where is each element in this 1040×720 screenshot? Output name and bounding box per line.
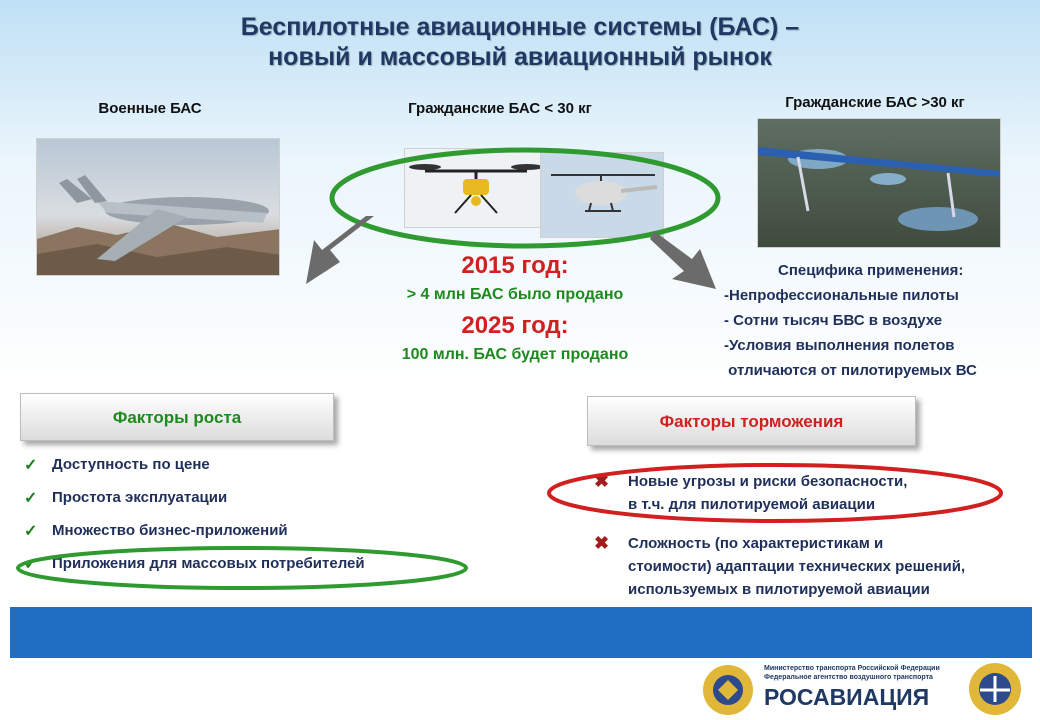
solar-drone-photo — [757, 118, 1001, 248]
list-item — [24, 481, 444, 514]
military-drone-photo — [36, 138, 280, 276]
growth-item-label: Множество бизнес-приложений — [52, 522, 288, 539]
brake-factors-header: Факторы торможения — [587, 396, 916, 446]
specifics-item: -Непрофессиональные пилоты — [724, 287, 959, 304]
list-item — [594, 532, 1034, 601]
check-icon: ✓ — [24, 522, 38, 540]
title-line-2: новый и массовый авиационный рынок — [268, 43, 772, 71]
arrow-right-down-icon — [650, 225, 720, 295]
check-icon: ✓ — [24, 555, 38, 573]
check-icon: ✓ — [24, 456, 38, 474]
rosaviatsia-brand: РОСАВИАЦИЯ — [764, 684, 930, 710]
brake-item-line: Новые угрозы и риски безопасности, — [628, 473, 908, 490]
ministry-line-1: Министерство транспорта Российской Федерации — [764, 665, 940, 672]
growth-item-label: Простота эксплуатации — [52, 489, 228, 506]
list-item — [24, 448, 444, 481]
specifics-item: - Сотни тысяч БВС в воздухе — [724, 312, 943, 329]
solar-drone-image — [758, 119, 1001, 248]
heading-military: Военные БАС — [98, 100, 202, 117]
stat-year-2015: 2015 год: — [461, 252, 569, 279]
green-underline-ellipse — [12, 540, 472, 596]
cross-icon: ✖ — [594, 533, 610, 553]
arrow-left-down-icon — [300, 210, 380, 290]
cross-icon: ✖ — [594, 471, 610, 491]
slide-title — [0, 12, 1040, 72]
brake-item-line: в т.ч. для пилотируемой авиации — [628, 496, 876, 513]
ministry-text — [764, 664, 964, 682]
title-line-1: Беспилотные авиационные системы (БАС) – — [240, 13, 800, 41]
specifics-item: отличаются от пилотируемых ВС — [724, 362, 977, 379]
specifics-heading: Специфика применения: — [778, 262, 964, 279]
ministry-emblem-icon — [700, 662, 756, 718]
stat-year-2025: 2025 год: — [461, 312, 569, 339]
military-drone-image — [37, 139, 280, 276]
ministry-line-2: Федеральное агентство воздушного транспорта — [764, 674, 933, 681]
rosaviatsia-emblem-icon — [966, 660, 1024, 718]
stat-forecast: 100 млн. БАС будет продано — [401, 346, 629, 363]
brake-item-line: Сложность (по характеристикам и — [628, 535, 884, 552]
red-highlight-ellipse — [544, 458, 1006, 528]
growth-item-label: Доступность по цене — [52, 456, 210, 473]
check-icon: ✓ — [24, 489, 38, 507]
heading-civil-large: Гражданские БАС >30 кг — [785, 94, 965, 111]
growth-factors-header: Факторы роста — [20, 393, 334, 441]
specifics-block — [724, 258, 1024, 383]
brake-item-line: стоимости) адаптации технических решений, — [628, 558, 966, 575]
growth-item-label: Приложения для массовых потребителей — [52, 555, 365, 572]
specifics-item: -Условия выполнения полетов — [724, 337, 955, 354]
stat-sold: > 4 млн БАС было продано — [406, 286, 624, 303]
footer-band — [10, 607, 1032, 658]
heading-civil-small: Гражданские БАС < 30 кг — [408, 100, 592, 117]
brake-item-line: используемых в пилотируемой авиации — [628, 581, 930, 598]
